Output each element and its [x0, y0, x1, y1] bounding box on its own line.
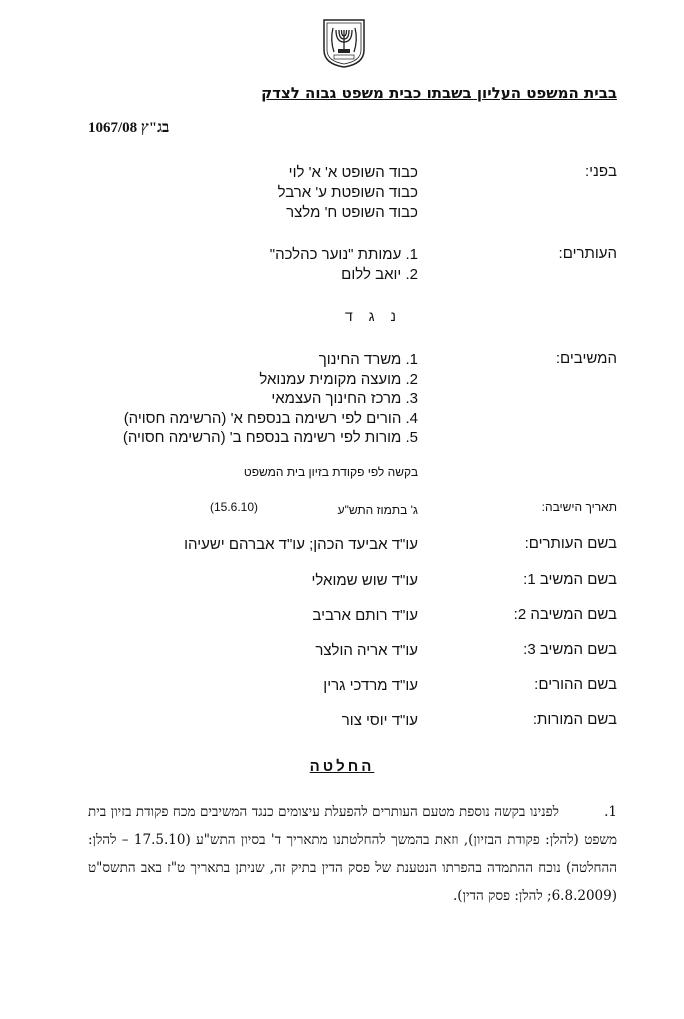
- respondents-list: [123, 350, 418, 448]
- court-title: בבית המשפט העליון בשבתו כבית משפט גבוה לצדק: [261, 84, 617, 102]
- paragraph-number: 1.: [604, 804, 617, 820]
- petitioners-list: [270, 245, 418, 285]
- respondent: 4. הורים לפי רשימה בנספח א' (הרשימה חסויה): [123, 409, 418, 427]
- judge: כבוד השופט ח' מלצר: [286, 204, 418, 221]
- counsel-name: עו"ד מרדכי גרין: [323, 677, 418, 694]
- judge: כבוד השופט א' א' לוי: [288, 164, 418, 181]
- judges-list: [278, 163, 418, 223]
- counsel-label: בשם המורות:: [532, 711, 617, 728]
- counsel-name: עו"ד שוש שמואלי: [311, 572, 418, 589]
- counsel-name: עו"ד אביעד הכהן; עו"ד אברהם ישעיהו: [184, 536, 418, 553]
- request-type: בקשה לפי פקודת בזיון בית המשפט: [243, 465, 418, 479]
- counsel-name: עו"ד רותם ארביב: [312, 607, 418, 624]
- respondent: 5. מורות לפי רשימה בנספח ב' (הרשימה חסויה): [122, 429, 418, 446]
- case-number: בג"ץ 1067/08: [88, 120, 170, 136]
- paragraph-text: לפנינו בקשה נוספת מטעם העותרים להפעלת עיצומים כנגד המשיבים מכח פקודת בזיון בית משפט (להלן: פקודת הבזיון), וזאת בהמשך להחלטתנו מתאריך ד' בסיון התש"ע (17.5.10 – להלן: ההחלטה) נוכח ההתמדה בהפרתו הנטענת של פסק הדין בתיק זה, שניתן בתאריך ט"ז באב התשס"ט (6.8.2009; להלן: פסק הדין).: [88, 804, 617, 904]
- petitioner: 2. יואב ללום: [341, 266, 418, 283]
- counsel-label: בשם העותרים:: [524, 535, 617, 552]
- hearing-date: (15.6.10): [210, 500, 259, 514]
- respondent: 2. מועצה מקומית עמנואל: [259, 370, 418, 388]
- hearing-date-label: תאריך הישיבה:: [541, 500, 617, 514]
- petitioner: 1. עמותת "נוער כהלכה": [269, 246, 418, 263]
- against-text: נ ג ד: [345, 308, 402, 324]
- decision-heading: החלטה: [309, 758, 375, 775]
- state-emblem-icon: [321, 18, 367, 68]
- decision-paragraph: [88, 798, 617, 910]
- petitioners-label: העותרים:: [558, 245, 617, 262]
- counsel-label: בשם המשיבה 2:: [513, 606, 617, 623]
- counsel-label: בשם המשיב 3:: [523, 641, 617, 658]
- counsel-label: בשם ההורים:: [534, 676, 617, 693]
- counsel-name: עו"ד אריה הולצר: [315, 642, 418, 659]
- hearing-hebrew-date: ג' בתמוז התש"ע: [337, 503, 418, 517]
- counsel-name: עו"ד יוסי צור: [341, 712, 418, 729]
- counsel-label: בשם המשיב 1:: [523, 571, 617, 588]
- respondent: 3. מרכז החינוך העצמאי: [271, 390, 418, 407]
- judge: כבוד השופטת ע' ארבל: [277, 184, 418, 201]
- panel-label: בפני:: [584, 163, 617, 180]
- respondents-label: המשיבים:: [555, 350, 617, 367]
- respondent: 1. משרד החינוך: [318, 351, 418, 368]
